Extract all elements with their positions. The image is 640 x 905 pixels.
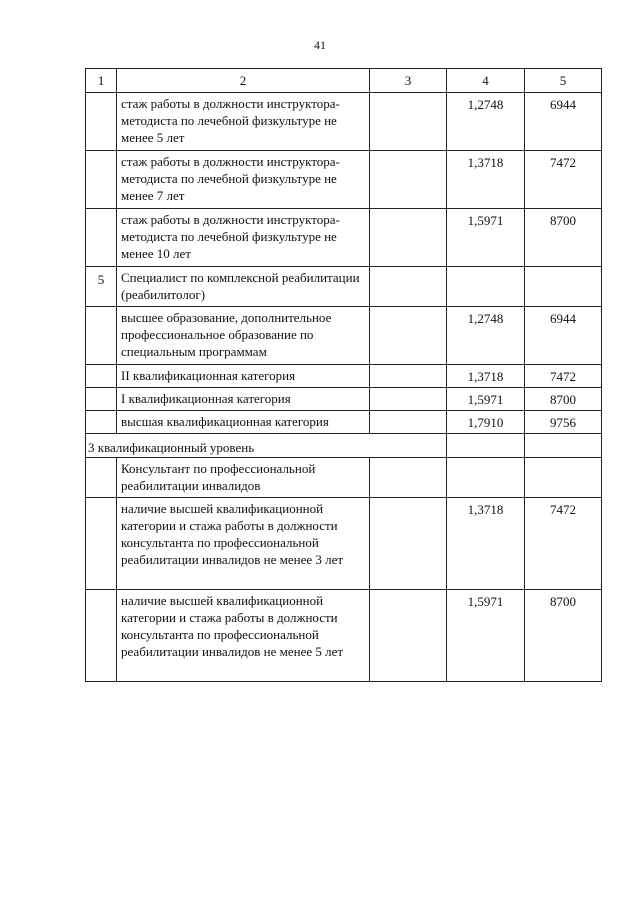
header-cell: 4 (447, 69, 525, 93)
table-row (86, 307, 602, 365)
row-number-cell (86, 411, 117, 434)
column-3-cell (370, 411, 447, 434)
row-number-cell (86, 365, 117, 388)
amount-cell: 8700 (525, 388, 602, 411)
amount-cell: 9756 (525, 411, 602, 434)
header-cell: 1 (86, 69, 117, 93)
table-row (86, 267, 602, 307)
amount-cell (525, 267, 602, 307)
position-description-cell: стаж работы в должности инструктора-методиста по лечебной физкультуре не менее 7 лет (117, 151, 370, 209)
row-number-cell (86, 590, 117, 682)
row-number-cell (86, 458, 117, 498)
position-description-cell: II квалификационная категория (117, 365, 370, 388)
amount-cell: 6944 (525, 307, 602, 365)
header-cell: 2 (117, 69, 370, 93)
position-description-cell: стаж работы в должности инструктора-методиста по лечебной физкультуре не менее 5 лет (117, 93, 370, 151)
amount-cell: 7472 (525, 365, 602, 388)
salary-table (85, 68, 602, 682)
table-row (86, 411, 602, 434)
column-3-cell (370, 365, 447, 388)
row-number-cell (86, 498, 117, 590)
amount-cell (525, 458, 602, 498)
coefficient-cell (447, 458, 525, 498)
section-title-cell: 3 квалификационный уровень (86, 434, 447, 458)
amount-cell: 8700 (525, 590, 602, 682)
table-row (86, 388, 602, 411)
table-row (86, 93, 602, 151)
row-number-cell (86, 388, 117, 411)
table-row (86, 458, 602, 498)
coefficient-cell: 1,5971 (447, 388, 525, 411)
coefficient-cell: 1,3718 (447, 498, 525, 590)
table-row (86, 209, 602, 267)
table-row (86, 365, 602, 388)
amount-cell: 7472 (525, 498, 602, 590)
column-3-cell (370, 151, 447, 209)
column-3-cell (370, 388, 447, 411)
column-3-cell (370, 590, 447, 682)
amount-cell: 8700 (525, 209, 602, 267)
position-description-cell: I квалификационная категория (117, 388, 370, 411)
coefficient-cell (447, 267, 525, 307)
coefficient-cell: 1,5971 (447, 590, 525, 682)
table-row (86, 151, 602, 209)
empty-cell (447, 434, 525, 458)
position-description-cell: наличие высшей квалификационной категории и стажа работы в должности консультанта по профессиональной реабилитации инвалидов не менее 5 лет (117, 590, 370, 682)
header-cell: 5 (525, 69, 602, 93)
table-header-row (86, 69, 602, 93)
table-row (86, 498, 602, 590)
header-cell: 3 (370, 69, 447, 93)
coefficient-cell: 1,5971 (447, 209, 525, 267)
coefficient-cell: 1,3718 (447, 151, 525, 209)
position-description-cell: высшее образование, дополнительное профессиональное образование по специальным программам (117, 307, 370, 365)
column-3-cell (370, 93, 447, 151)
row-number-cell (86, 151, 117, 209)
coefficient-cell: 1,7910 (447, 411, 525, 434)
column-3-cell (370, 458, 447, 498)
column-3-cell (370, 498, 447, 590)
coefficient-cell: 1,2748 (447, 307, 525, 365)
row-number-cell (86, 209, 117, 267)
coefficient-cell: 1,3718 (447, 365, 525, 388)
column-3-cell (370, 307, 447, 365)
position-title-cell: Специалист по комплексной реабилитации (реабилитолог) (117, 267, 370, 307)
page-number: 41 (314, 38, 326, 52)
empty-cell (525, 434, 602, 458)
column-3-cell (370, 209, 447, 267)
row-number-cell (86, 93, 117, 151)
position-description-cell: высшая квалификационная категория (117, 411, 370, 434)
coefficient-cell: 1,2748 (447, 93, 525, 151)
row-number-cell (86, 307, 117, 365)
amount-cell: 6944 (525, 93, 602, 151)
section-row (86, 434, 602, 458)
position-title-cell: Консультант по профессиональной реабилитации инвалидов (117, 458, 370, 498)
position-description-cell: наличие высшей квалификационной категории и стажа работы в должности консультанта по профессиональной реабилитации инвалидов не менее 3 лет (117, 498, 370, 590)
position-description-cell: стаж работы в должности инструктора-методиста по лечебной физкультуре не менее 10 лет (117, 209, 370, 267)
amount-cell: 7472 (525, 151, 602, 209)
column-3-cell (370, 267, 447, 307)
table-row (86, 590, 602, 682)
row-number-cell: 5 (86, 267, 117, 307)
